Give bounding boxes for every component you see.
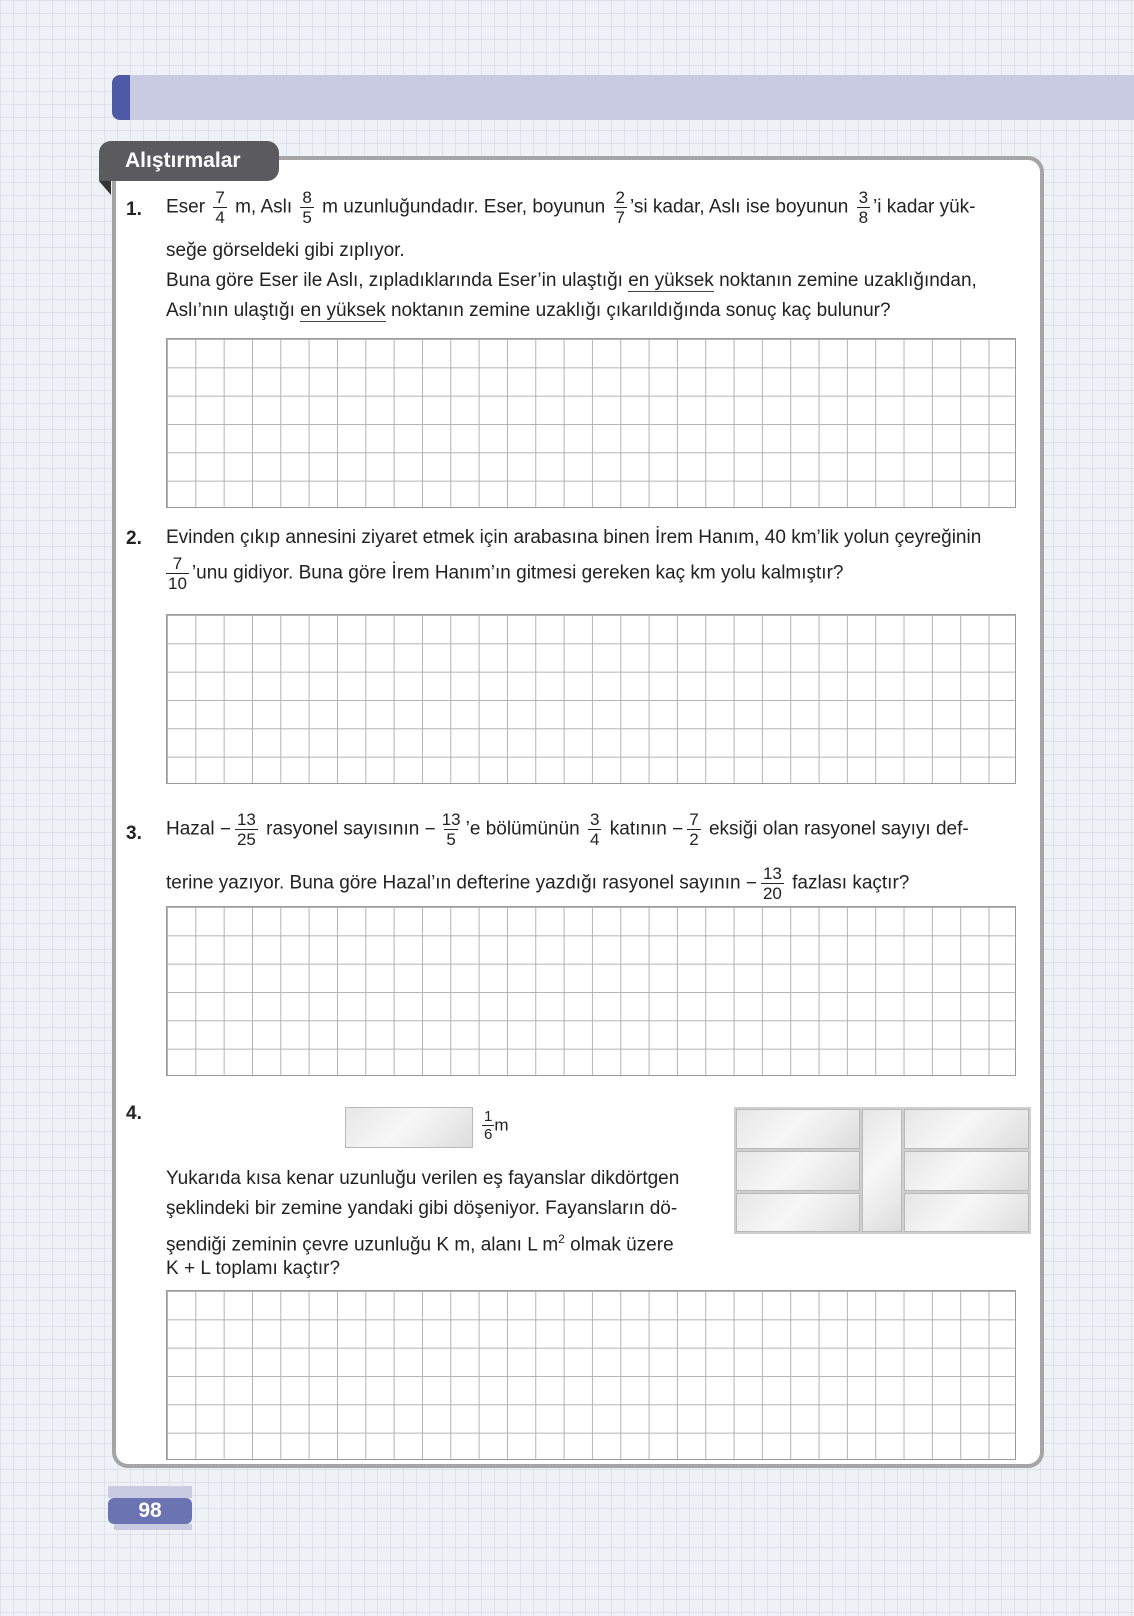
q4-line3: şendiği zeminin çevre uzunluğu K m, alanı L $m^2$ olmak üzere	[166, 1232, 674, 1256]
q1-line4: Aslı’nın ulaştığı en yüksek noktanın zemine uzaklığı çıkarıldığında sonuç kaç bulunur?	[166, 300, 891, 321]
fraction: $\frac{7}{2}$	[689, 810, 699, 849]
q2-line2: $\frac{7}{10}$ ’unu gidiyor. Buna göre İrem Hanım’ın gitmesi gereken kaç km yolu kalmıştır?	[168, 554, 844, 593]
q3-number: 3.	[126, 823, 142, 844]
fraction: $\frac{13}{5}$	[441, 810, 461, 849]
underlined-text: en yüksek	[628, 270, 714, 291]
header-bar	[112, 75, 1134, 120]
q2-number: 2.	[126, 528, 142, 549]
q4-answer-grid[interactable]	[166, 1290, 1016, 1460]
q3-answer-grid[interactable]	[166, 906, 1016, 1076]
section-title: Alıştırmalar	[99, 141, 279, 181]
floor-tile	[736, 1109, 860, 1149]
tile-dimension-label: $\frac{1}{6}$ m	[484, 1108, 509, 1143]
single-tile-image	[345, 1107, 473, 1148]
floor-tile	[904, 1151, 1029, 1191]
q3-line1: Hazal − $\frac{13}{25}$ rasyonel sayısının − $\frac{13}{5}$ ’e bölümünün $\frac{3}{4}$ katının − $\frac{7}{2}$ eksiği olan rasyonel sayıyı def-	[166, 810, 969, 849]
floor-tile	[736, 1193, 860, 1232]
floor-tile	[904, 1193, 1029, 1232]
fraction: $\frac{8}{5}$	[302, 188, 312, 227]
q2-line1: Evinden çıkıp annesini ziyaret etmek için arabasına binen İrem Hanım, 40 km’lik yolun çeyreğinin	[166, 527, 982, 548]
fraction: $\frac{13}{20}$	[762, 864, 782, 903]
q4-line4: K + L toplamı kaçtır?	[166, 1258, 341, 1279]
floor-tile	[862, 1109, 902, 1232]
fraction: $\frac{2}{7}$	[615, 188, 625, 227]
header-accent	[112, 75, 130, 120]
fraction: $\frac{1}{6}$	[484, 1108, 493, 1143]
q4-line2: şeklindeki bir zemine yandaki gibi döşeniyor. Fayansların dö-	[166, 1198, 678, 1219]
q1-answer-grid[interactable]	[166, 338, 1016, 508]
page-number: 98	[108, 1498, 192, 1524]
fraction: $\frac{3}{8}$	[858, 188, 869, 227]
floor-tile	[904, 1109, 1029, 1149]
floor-tile	[736, 1151, 860, 1191]
fraction: $\frac{13}{25}$	[236, 810, 256, 849]
q1-number: 1.	[126, 199, 142, 220]
q4-line1: Yukarıda kısa kenar uzunluğu verilen eş fayanslar dikdörtgen	[166, 1168, 680, 1189]
fraction: $\frac{3}{4}$	[590, 810, 600, 849]
q1-line2: seğe görseldeki gibi zıplıyor.	[166, 240, 405, 261]
q1-line3: Buna göre Eser ile Aslı, zıpladıklarında Eser’in ulaştığı en yüksek noktanın zemine uzaklığından,	[166, 270, 977, 291]
tab-fold	[99, 181, 111, 195]
q4-number: 4.	[126, 1103, 142, 1124]
fraction: $\frac{7}{10}$	[168, 554, 187, 593]
q2-answer-grid[interactable]	[166, 614, 1016, 784]
q1-line1: Eser $\frac{7}{4}$ m, Aslı $\frac{8}{5}$ m uzunluğundadır. Eser, boyunun $\frac{2}{7}$ ’si kadar, Aslı ise boyunun $\frac{3}{8}$ ’i kadar yük-	[166, 188, 976, 227]
underlined-text: en yüksek	[300, 300, 386, 321]
page-number-box	[108, 1486, 192, 1532]
page-number-underbar	[114, 1524, 192, 1530]
fraction: $\frac{7}{4}$	[215, 188, 225, 227]
q3-line2: terine yazıyor. Buna göre Hazal’ın defterine yazdığı rasyonel sayının − $\frac{13}{20}$ fazlası kaçtır?	[166, 864, 910, 903]
